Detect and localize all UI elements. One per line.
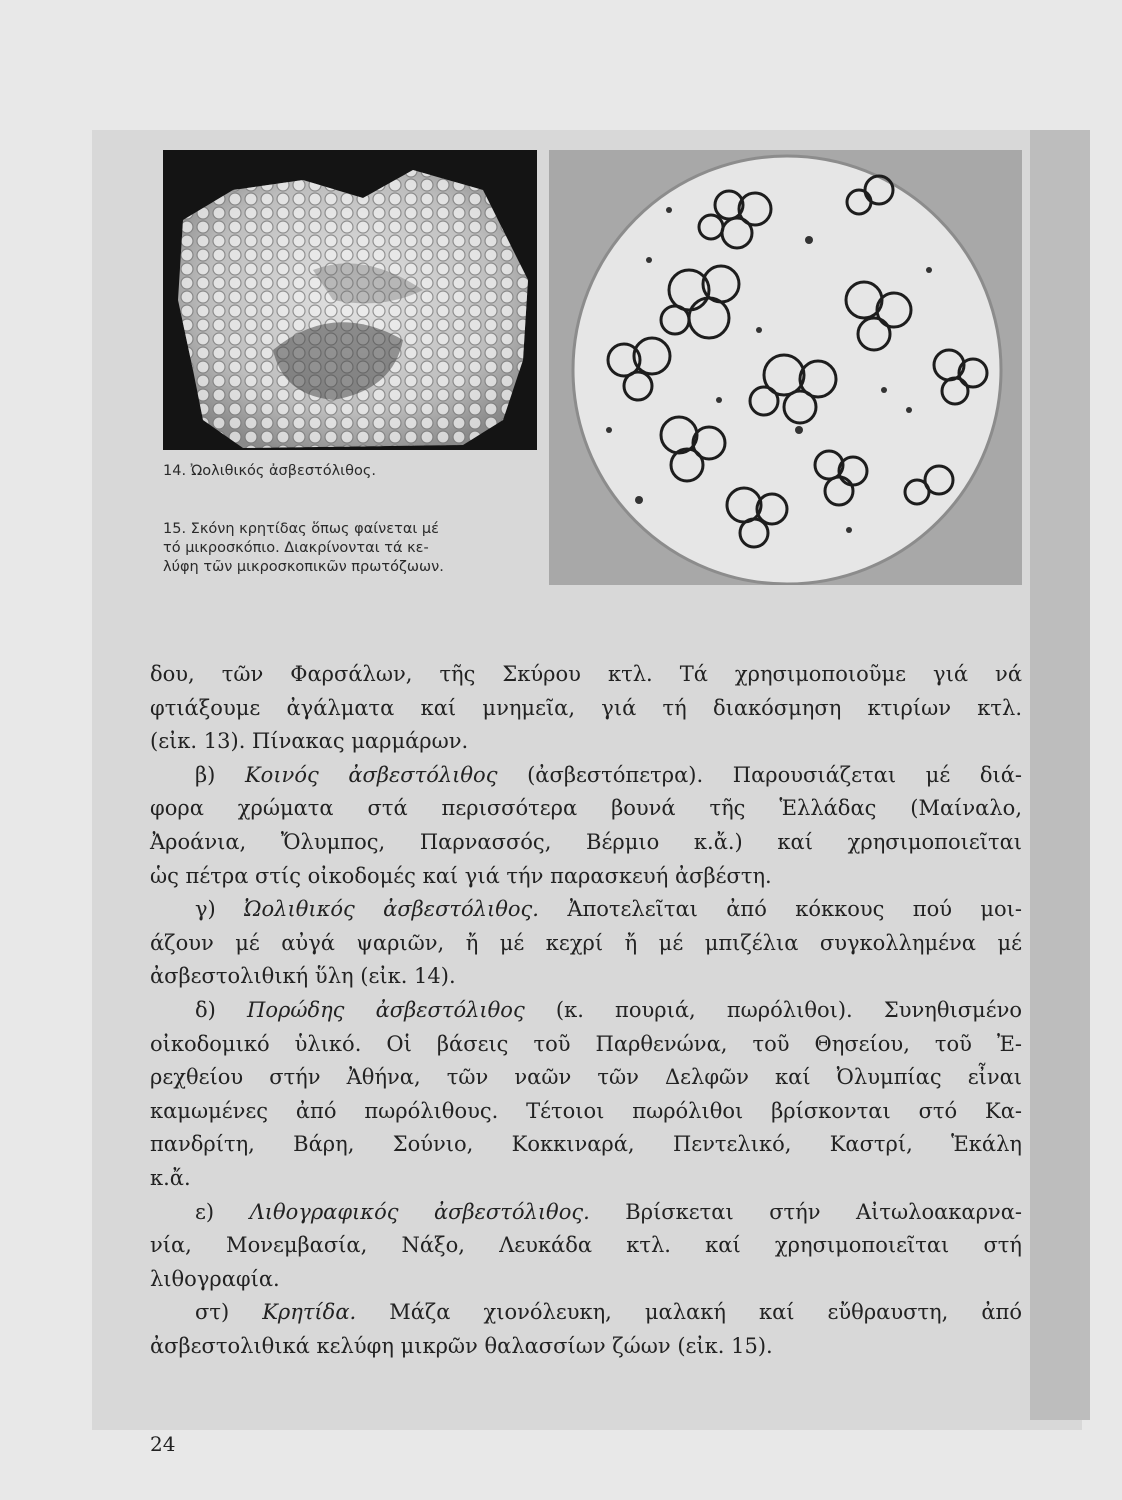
figure-15-chalk-microscope-photo — [549, 150, 1022, 585]
item-label: γ) — [195, 897, 216, 922]
text-line: πανδρίτη, Βάρη, Σούνιο, Κοκκιναρά, Πεντελικό, Καστρί, Ἑκάλη — [150, 1132, 1022, 1157]
text-line: άζουν μέ αὐγά ψαριῶν, ἤ μέ κεχρί ἤ μέ μπιζέλια συγκολλημένα μέ — [150, 930, 1022, 955]
text-run: Μάζα χιονόλευκη, μαλακή καί εὔθραυστη, ἀπό — [389, 1300, 1022, 1325]
text-line: ἀσβεστολιθικά κελύφη μικρῶν θαλασσίων ζώων (εἰκ. 15). — [150, 1333, 773, 1358]
text-run: (ἀσβεστόπετρα). Παρουσιάζεται μέ διά- — [527, 762, 1022, 787]
text-run: Βρίσκεται στήν Αἰτωλοακαρνα- — [625, 1199, 1022, 1224]
text-line: νία, Μονεμβασία, Νάξο, Λευκάδα κτλ. καί χρησιμοποιεῖται στή — [150, 1233, 1022, 1258]
item-label: ε) — [195, 1199, 215, 1224]
page-edge-shadow — [1030, 130, 1090, 1420]
figure-14-caption: 14. Ὠολιθικός ἀσβεστόλιθος. — [163, 463, 376, 479]
text-line — [150, 994, 1022, 1028]
text-line: φτιάξουμε ἀγάλματα καί μνημεῖα, γιά τή διακόσμηση κτιρίων κτλ. — [150, 695, 1022, 720]
text-run: Ἀποτελεῖται ἀπό κόκκους πού μοι- — [567, 897, 1022, 922]
text-line: οἰκοδομικό ὑλικό. Οἱ βάσεις τοῦ Παρθενώνα, τοῦ Θησείου, τοῦ Ἐ- — [150, 1031, 1022, 1056]
paragraph-chalk — [150, 1296, 1022, 1363]
paragraph-oolitic-limestone — [150, 893, 1022, 994]
figure-15-caption — [163, 520, 543, 577]
figure-14-oolitic-limestone-photo — [163, 150, 537, 450]
paragraph-lithographic-limestone — [150, 1196, 1022, 1297]
term-lithographic-limestone: Λιθογραφικός ἀσβεστόλιθος. — [249, 1199, 590, 1224]
text-line — [150, 1196, 1022, 1230]
text-line: λιθογραφία. — [150, 1266, 280, 1291]
paragraph-porous-limestone — [150, 994, 1022, 1196]
term-chalk: Κρητίδα. — [262, 1300, 357, 1325]
text-line: κ.ἄ. — [150, 1165, 191, 1190]
term-oolitic-limestone: Ὠολιθικός ἀσβεστόλιθος. — [244, 897, 539, 922]
paragraph-common-limestone — [150, 759, 1022, 893]
term-porous-limestone: Πορώδης ἀσβεστόλιθος — [247, 997, 525, 1022]
item-label: β) — [195, 762, 216, 787]
text-run: (κ. πουριά, πωρόλιθοι). Συνηθισμένο — [555, 997, 1022, 1022]
text-line: καμωμένες ἀπό πωρόλιθους. Τέτοιοι πωρόλιθοι βρίσκονται στό Κα- — [150, 1098, 1022, 1123]
text-line — [150, 1296, 1022, 1330]
item-label: δ) — [195, 997, 216, 1022]
text-line: ὡς πέτρα στίς οἰκοδομές καί γιά τήν παρασκευή ἀσβέστη. — [150, 863, 772, 888]
text-line: (εἰκ. 13). Πίνακας μαρμάρων. — [150, 729, 469, 754]
term-common-limestone: Κοινός ἀσβεστόλιθος — [244, 762, 498, 787]
text-line: δου, τῶν Φαρσάλων, τῆς Σκύρου κτλ. Τά χρησιμοποιοῦμε γιά νά — [150, 662, 1022, 686]
page-number: 24 — [150, 1432, 176, 1456]
figure-15-caption-line: τό μικροσκόπιο. Διακρίνονται τά κε- — [163, 540, 429, 556]
paragraph-marbles-continued — [150, 658, 1022, 759]
text-line: φορα χρώματα στά περισσότερα βουνά τῆς Ἑλλάδας (Μαίναλο, — [150, 796, 1022, 821]
figure-15-caption-line: 15. Σκόνη κρητίδας ὅπως φαίνεται μέ — [163, 521, 439, 537]
text-line — [150, 893, 1022, 927]
text-line: ἀσβεστολιθική ὕλη (εἰκ. 14). — [150, 964, 456, 989]
item-label: στ) — [195, 1300, 230, 1325]
body-text — [150, 658, 1022, 1363]
figure-15-caption-line: λύφη τῶν μικροσκοπικῶν πρωτόζωων. — [163, 559, 444, 575]
text-line: ρεχθείου στήν Ἀθήνα, τῶν ναῶν τῶν Δελφῶν καί Ὀλυμπίας εἶναι — [150, 1065, 1022, 1090]
text-line — [150, 759, 1022, 793]
text-line: Ἀροάνια, Ὄλυμπος, Παρνασσός, Βέρμιο κ.ἄ.) καί χρησιμοποιεῖται — [150, 829, 1022, 854]
